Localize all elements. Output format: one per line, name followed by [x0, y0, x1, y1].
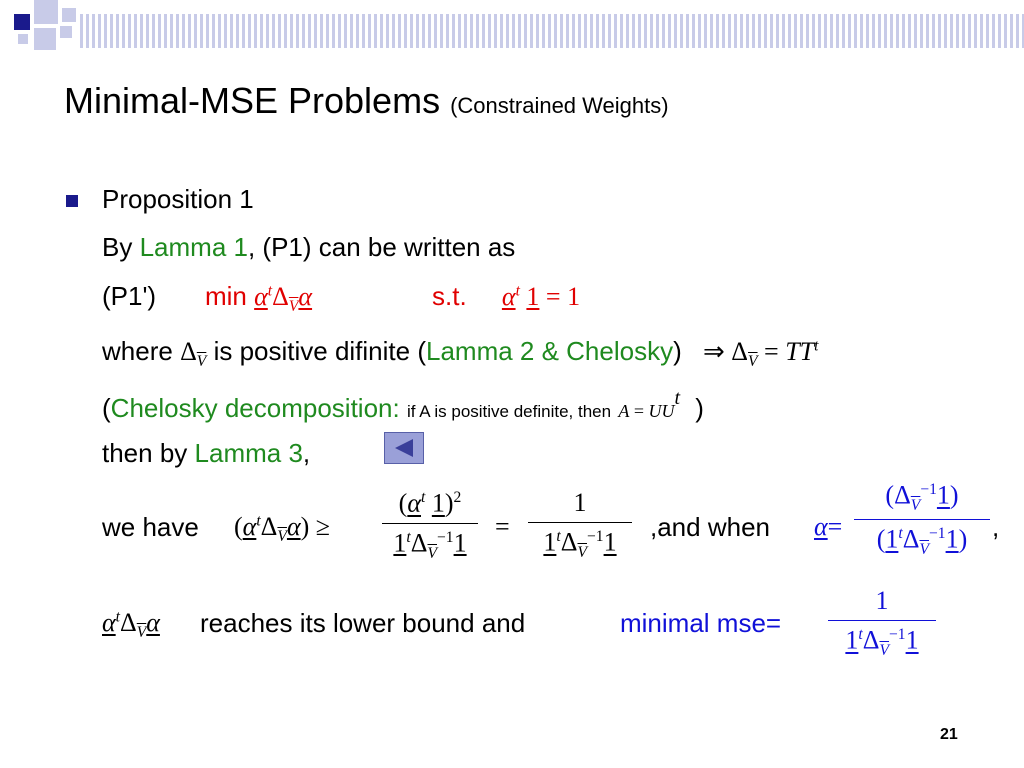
lamma1-link: Lamma 1 [139, 232, 248, 262]
line-then-by: then by Lamma 3, [102, 438, 311, 468]
title-sub: (Constrained Weights) [450, 93, 669, 118]
title-main: Minimal-MSE Problems [64, 80, 441, 121]
back-button[interactable] [384, 432, 424, 464]
lamma2-link: Lamma 2 & Chelosky [425, 336, 674, 366]
corner-decoration [0, 0, 90, 60]
line-by-lamma1: By Lamma 1, (P1) can be written as [102, 232, 516, 262]
objective: $\min \alpha^t\Delta_{\overline{V}}\alpha$ [205, 281, 313, 316]
square-bullet-icon [66, 195, 78, 207]
back-arrow-icon [395, 439, 413, 457]
line-p1prime: (P1') [102, 281, 157, 311]
constraint: s.t. $\alpha^t$ 1 = 1 [432, 281, 581, 311]
chelosky-decomposition: Chelosky decomposition: [110, 393, 400, 423]
header-stripes [80, 14, 1024, 48]
bullet-heading: Proposition 1 [102, 184, 254, 214]
minimal-mse-label: minimal mse= [620, 608, 782, 638]
page-title [64, 80, 669, 122]
line-where: where $\Delta_{\overline{V}}$ is positive difinite (Lamma 2 & Chelosky) ⇒ $\Delta_{\overline{V}} = TT^t$ [102, 336, 819, 371]
lamma3-link: Lamma 3 [194, 438, 303, 468]
page-number: 21 [940, 726, 958, 743]
line-chelosky: (Chelosky decomposition: if A is positive definite, then $A = UU^t$ ) [102, 387, 704, 423]
